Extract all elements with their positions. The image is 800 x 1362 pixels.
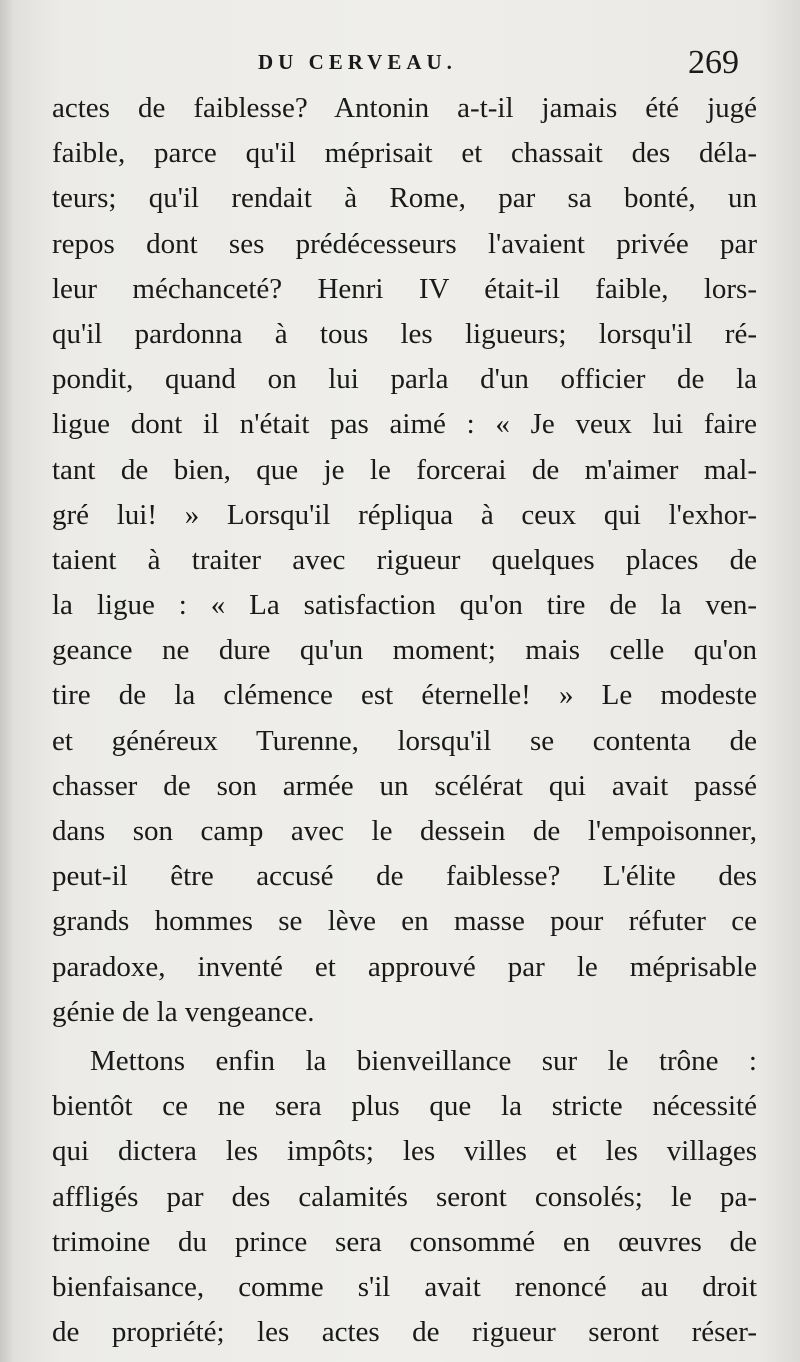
text-line: geance ne dure qu'un moment; mais celle qu'on — [52, 634, 757, 667]
text-line: gré lui! » Lorsqu'il répliqua à ceux qui l'exhor- — [52, 498, 757, 531]
paragraph-2 — [52, 1039, 757, 1355]
text-line: chasser de son armée un scélérat qui avait passé — [52, 769, 757, 802]
text-line: bientôt ce ne sera plus que la stricte nécessité — [52, 1090, 757, 1123]
page-number: 269 — [688, 44, 739, 81]
text-line: et généreux Turenne, lorsqu'il se contenta de — [52, 724, 757, 757]
text-line: grands hommes se lève en masse pour réfuter ce — [52, 905, 757, 938]
paragraph-1 — [52, 86, 757, 1035]
text-line: la ligue : « La satisfaction qu'on tire de la ven- — [52, 589, 757, 622]
body-text — [52, 86, 757, 1355]
text-line: actes de faiblesse? Antonin a-t-il jamais été jugé — [52, 92, 757, 124]
text-line: pondit, quand on lui parla d'un officier de la — [52, 363, 757, 396]
running-head-title: DU CERVEAU. — [258, 50, 457, 74]
text-line: affligés par des calamités seront consolés; le pa- — [52, 1180, 757, 1213]
text-line: peut-il être accusé de faiblesse? L'élite des — [52, 860, 757, 893]
text-line: bienfaisance, comme s'il avait renoncé au droit — [52, 1270, 757, 1303]
text-line: tire de la clémence est éternelle! » Le modeste — [52, 679, 757, 712]
text-line: tant de bien, que je le forcerai de m'aimer mal- — [52, 453, 757, 486]
text-line: faible, parce qu'il méprisait et chassait des déla- — [52, 137, 757, 170]
running-head — [0, 44, 800, 84]
text-line: leur méchanceté? Henri IV était-il faible, lors- — [52, 272, 757, 305]
text-line: teurs; qu'il rendait à Rome, par sa bonté, un — [52, 182, 757, 215]
text-line: qu'il pardonna à tous les ligueurs; lorsqu'il ré- — [52, 317, 757, 350]
text-line: qui dictera les impôts; les villes et les villages — [52, 1135, 757, 1168]
text-line: paradoxe, inventé et approuvé par le méprisable — [52, 950, 757, 983]
text-line: ligue dont il n'était pas aimé : « Je veux lui faire — [52, 408, 757, 441]
text-line: dans son camp avec le dessein de l'empoisonner, — [52, 815, 757, 847]
text-line: de propriété; les actes de rigueur seront réser- — [52, 1316, 757, 1349]
text-line: génie de la vengeance. — [52, 995, 315, 1028]
text-line: trimoine du prince sera consommé en œuvres de — [52, 1225, 757, 1258]
text-line: taient à traiter avec rigueur quelques places de — [52, 543, 757, 576]
text-line: Mettons enfin la bienveillance sur le trône : — [90, 1044, 757, 1077]
text-line: repos dont ses prédécesseurs l'avaient privée par — [52, 227, 757, 260]
